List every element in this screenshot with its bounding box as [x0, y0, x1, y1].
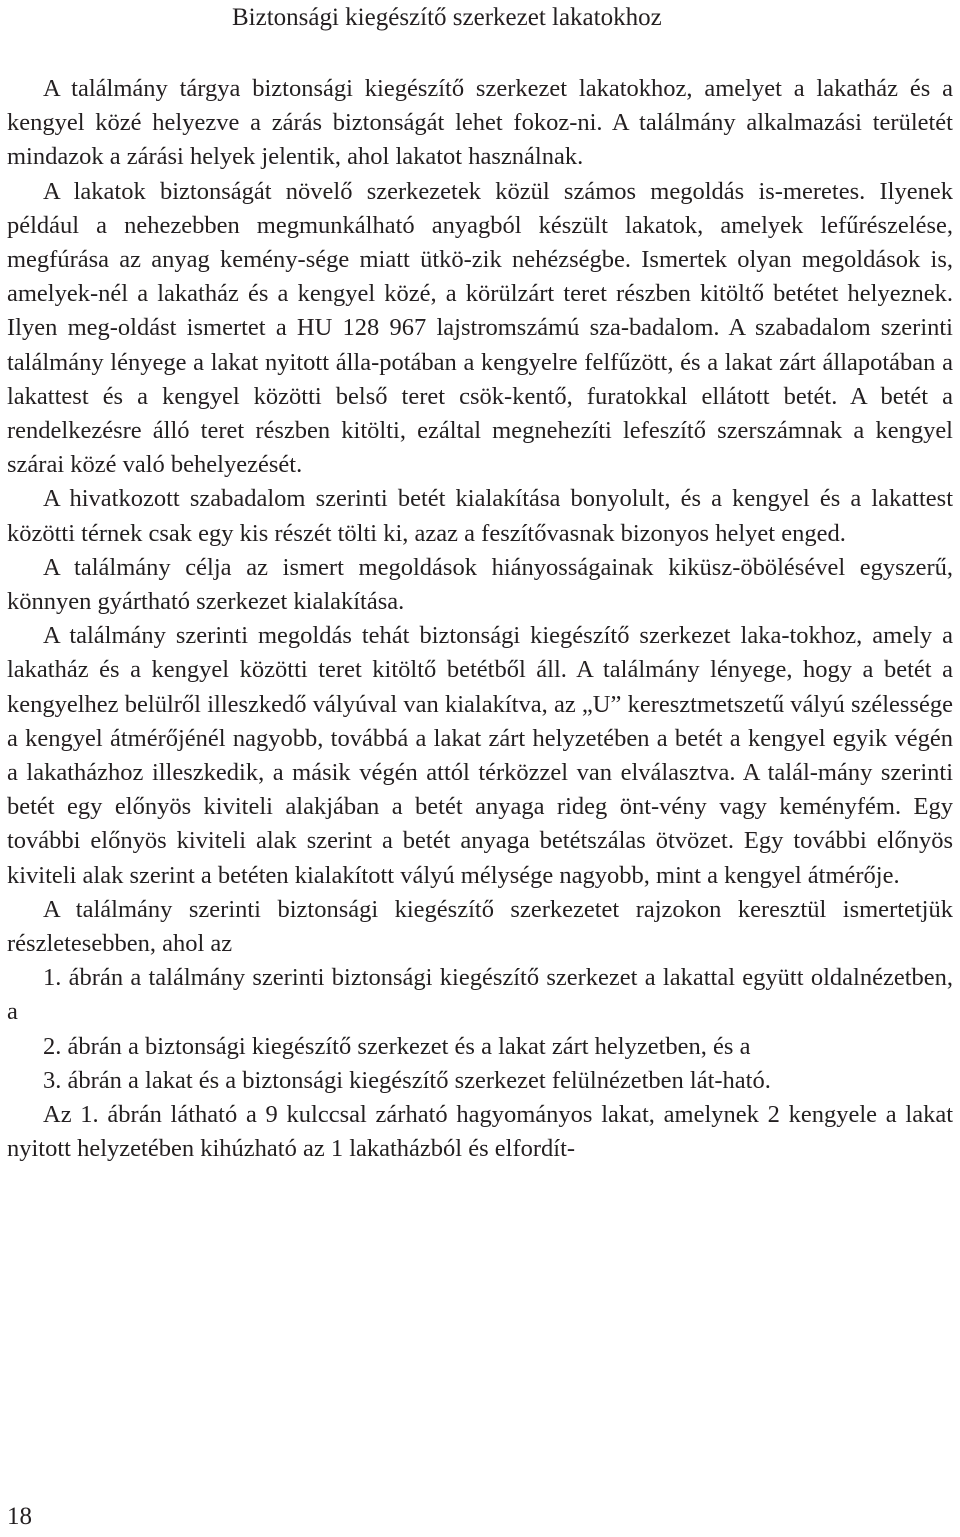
document-title: Biztonsági kiegészítő szerkezet lakatokhoz [232, 4, 662, 31]
paragraph: A találmány szerinti biztonsági kiegészítő szerkezetet rajzokon keresztül ismertetjük részletesebben, ahol az [7, 895, 953, 958]
page-number: 18 [7, 1503, 32, 1530]
paragraph: A találmány célja az ismert megoldások hiányosságainak kiküsz-öbölésével egyszerű, könnyen gyártható szerkezet kialakítása. [7, 553, 953, 616]
paragraph: Az 1. ábrán látható a 9 kulccsal zárható hagyományos lakat, amelynek 2 kengyele a lakat nyitott helyzetében kihúzható az 1 lakatházból és elfordít- [7, 1101, 953, 1163]
paragraph: 3. ábrán a lakat és a biztonsági kiegészítő szerkezet felülnézetben lát-ható. [43, 1066, 771, 1094]
paragraph: 1. ábrán a találmány szerinti biztonsági kiegészítő szerkezet a lakattal együtt oldalnézetben, a [7, 964, 953, 1026]
paragraph: A hivatkozott szabadalom szerinti betét kialakítása bonyolult, és a kengyel és a lakattest közötti térnek csak egy kis részét tölti ki, azaz a feszítővasnak bizonyos helyet enged. [7, 485, 953, 547]
paragraph: 2. ábrán a biztonsági kiegészítő szerkezet és a lakat zárt helyzetben, és a [43, 1032, 751, 1060]
paragraph: A lakatok biztonságát növelő szerkezetek közül számos megoldás is-meretes. Ilyenek például a nehezebben megmunkálható anyagból készült lakatok, amelyek lefűrészelése, megfúrása az anyag kemény-sége miatt ütkö-zik nehézségbe. Ismertek olyan megoldások is, amelyek-nél a lakatház és a kengyel közé, a körülzárt teret részben kitöltő betétet helyeznek. Ilyen meg-oldást ismertet a HU 128 967 lajstromszámú sza-badalom. A szabadalom szerinti találmány lényege a lakat nyitott álla-potában a kengyelre felfűzött, és a lakat zárt állapotában a lakattest és a kengyel közötti belső teret csök-kentő, furatokkal ellátott betét. A betét a rendelkezésre álló teret részben kitölti, ezáltal megnehezíti lefeszítő szerszámnak a kengyel szárai közé való behelyezését. [7, 177, 953, 479]
document-body [7, 72, 953, 1167]
paragraph: A találmány tárgya biztonsági kiegészítő szerkezet lakatokhoz, amelyet a lakatház és a kengyel közé helyezve a zárás biztonságát lehet fokoz-ni. A találmány alkalmazási területét mindazok a zárási helyek jelentik, ahol lakatot használnak. [7, 75, 953, 171]
paragraph: A találmány szerinti megoldás tehát biztonsági kiegészítő szerkezet laka-tokhoz, amely a lakatház és a kengyel közötti teret kitöltő betétből áll. A találmány lényege, hogy a betét a kengyelhez belülről illeszkedő vályúval van kialakítva, az „U” keresztmetszetű vályú szélessége a kengyel átmérőjénél nagyobb, továbbá a lakat zárt helyzetében a betét a kengyel egyik végén a lakatházhoz illeszkedik, a másik végén attól térközzel van elválasztva. A talál-mány szerinti betét egy előnyös kiviteli alakjában a betét anyaga rideg önt-vény vagy keményfém. Egy további előnyös kiviteli alak szerint a betét anyaga betétszálas ötvözet. Egy további előnyös kiviteli alak szerint a betéten kialakított vályú mélysége nagyobb, mint a kengyel átmérője. [7, 622, 953, 889]
document-page [7, 0, 953, 1537]
